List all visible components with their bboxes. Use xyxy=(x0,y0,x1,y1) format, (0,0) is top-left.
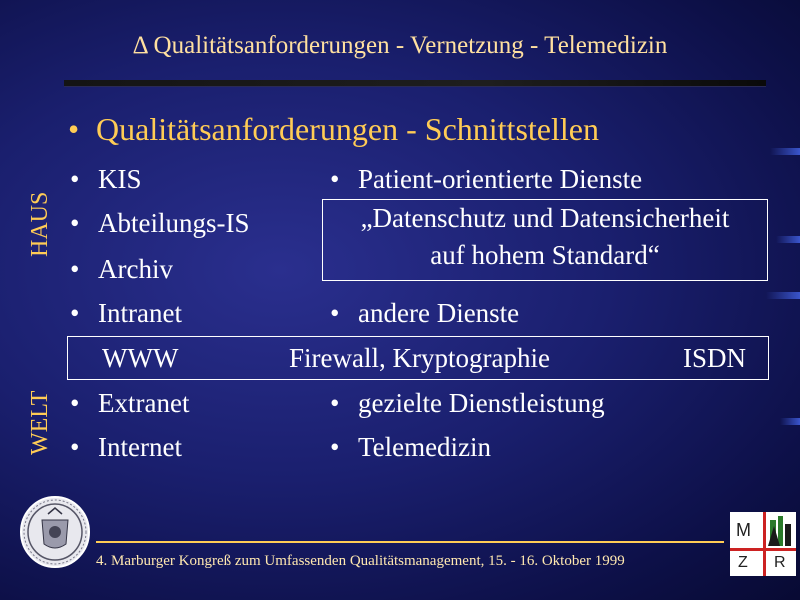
decor-stripe xyxy=(766,292,800,299)
list-item: • Archiv xyxy=(70,254,173,284)
footer-text: 4. Marburger Kongreß zum Umfassenden Qualitätsmanagement, 15. - 16. Oktober 1999 xyxy=(96,553,625,569)
decor-stripe xyxy=(770,148,800,155)
slide-title: Δ Qualitätsanforderungen - Vernetzung - Telemedizin xyxy=(132,32,668,59)
mzr-logo xyxy=(730,512,796,576)
decor-stripe xyxy=(780,418,800,425)
interface-www: WWW xyxy=(102,343,179,373)
mzr-letter-m: M xyxy=(736,520,751,540)
university-seal-icon xyxy=(18,494,92,570)
mzr-letter-r: R xyxy=(774,554,786,571)
interface-isdn: ISDN xyxy=(683,343,747,373)
list-item: • Telemedizin xyxy=(330,432,492,462)
list-item: • Patient-orientierte Dienste xyxy=(330,164,643,194)
list-item: • Internet xyxy=(70,432,182,462)
footer-divider xyxy=(96,541,724,543)
section-heading xyxy=(68,113,599,145)
list-item: • gezielte Dienstleistung xyxy=(330,388,605,418)
list-item: • andere Dienste xyxy=(330,298,520,328)
bullet: • xyxy=(68,111,80,147)
list-item: • Extranet xyxy=(70,388,190,418)
list-item: • Abteilungs-IS xyxy=(70,208,250,238)
list-item: • KIS xyxy=(70,164,142,194)
list-item: • Intranet xyxy=(70,298,182,328)
side-label-haus: HAUS xyxy=(27,191,53,257)
interface-firewall: Firewall, Kryptographie xyxy=(289,343,550,373)
title-divider xyxy=(64,80,766,86)
quote-line: „Datenschutz und Datensicherheit xyxy=(360,203,730,233)
side-label-welt: WELT xyxy=(27,390,53,455)
mzr-letter-z: Z xyxy=(738,554,748,571)
decor-stripe xyxy=(776,236,800,243)
heading-text: Qualitätsanforderungen - Schnittstellen xyxy=(96,111,599,147)
quote-line: auf hohem Standard“ xyxy=(430,240,660,270)
